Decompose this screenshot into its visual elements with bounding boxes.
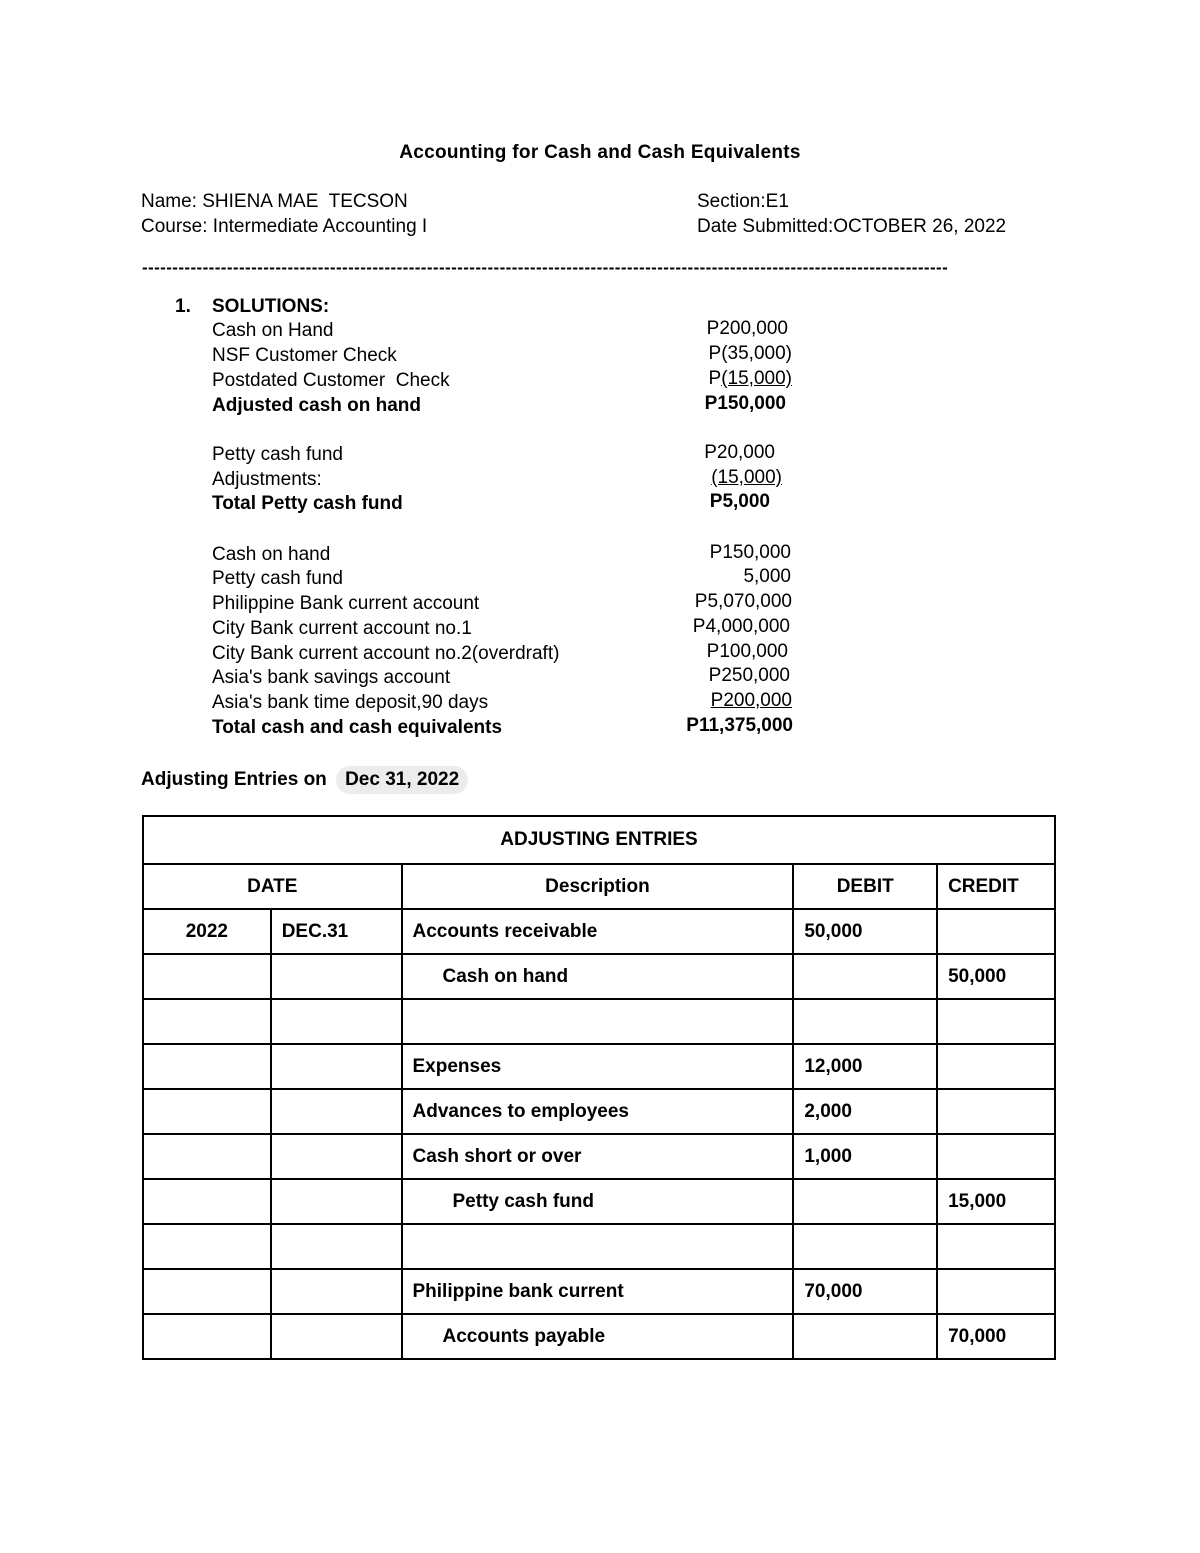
cell-year bbox=[143, 1269, 271, 1314]
table-row bbox=[143, 909, 1055, 954]
line-amount: P4,000,000 bbox=[692, 616, 790, 637]
cell-description-text: Accounts payable bbox=[442, 1325, 606, 1347]
cell-description bbox=[402, 999, 794, 1044]
solutions-number: 1. bbox=[175, 296, 191, 317]
cell-description-text: Cash on hand bbox=[442, 965, 569, 987]
course: Course: Intermediate Accounting I bbox=[141, 216, 428, 237]
cell-day bbox=[271, 1269, 402, 1314]
cell-credit: 15,000 bbox=[937, 1179, 1055, 1224]
cell-description bbox=[402, 1179, 794, 1224]
line-label: Postdated Customer Check bbox=[212, 370, 450, 391]
table-caption: ADJUSTING ENTRIES bbox=[143, 816, 1055, 864]
cell-description: Expenses bbox=[402, 1044, 794, 1089]
separator-line: ------------------------------------------------------------------------------------------------------------------------------------- bbox=[142, 258, 949, 274]
line-label: Adjustments: bbox=[212, 469, 322, 490]
line-amount: P20,000 bbox=[704, 442, 775, 463]
line-label: City Bank current account no.1 bbox=[212, 618, 472, 639]
line-label: Philippine Bank current account bbox=[212, 593, 480, 614]
line-amount: P250,000 bbox=[708, 665, 790, 686]
cell-day bbox=[271, 1224, 402, 1269]
document-title: Accounting for Cash and Cash Equivalents bbox=[399, 142, 801, 163]
table-row bbox=[143, 1224, 1055, 1269]
adjusting-heading-text: Adjusting Entries on bbox=[141, 769, 327, 790]
line-label: Petty cash fund bbox=[212, 444, 343, 465]
cell-day bbox=[271, 1179, 402, 1224]
cell-credit bbox=[937, 1269, 1055, 1314]
cell-year bbox=[143, 1314, 271, 1359]
cell-year: 2022 bbox=[143, 909, 271, 954]
cell-credit bbox=[937, 1044, 1055, 1089]
line-amount: P5,070,000 bbox=[694, 591, 792, 612]
cell-debit bbox=[793, 999, 937, 1044]
cell-year bbox=[143, 1224, 271, 1269]
cell-year bbox=[143, 1179, 271, 1224]
line-label: Petty cash fund bbox=[212, 568, 343, 589]
cell-debit: 70,000 bbox=[793, 1269, 937, 1314]
cell-description: Philippine bank current bbox=[402, 1269, 794, 1314]
column-header-description: Description bbox=[402, 864, 794, 909]
cell-description bbox=[402, 1314, 794, 1359]
cell-day bbox=[271, 999, 402, 1044]
line-label: NSF Customer Check bbox=[212, 345, 397, 366]
line-label: Cash on hand bbox=[212, 544, 331, 565]
table-row bbox=[143, 954, 1055, 999]
cell-debit bbox=[793, 954, 937, 999]
cell-day bbox=[271, 1044, 402, 1089]
line-amount-total: P11,375,000 bbox=[686, 715, 793, 736]
cell-description: Cash short or over bbox=[402, 1134, 794, 1179]
line-amount bbox=[640, 467, 782, 489]
table-row bbox=[143, 1134, 1055, 1179]
cell-day: DEC.31 bbox=[271, 909, 402, 954]
date-chip[interactable]: Dec 31, 2022 bbox=[336, 766, 468, 794]
line-amount: P200,000 bbox=[706, 318, 788, 339]
cell-debit bbox=[793, 1224, 937, 1269]
cell-description bbox=[402, 1224, 794, 1269]
date-submitted: Date Submitted:OCTOBER 26, 2022 bbox=[697, 216, 1007, 237]
amount-underlined: P200,000 bbox=[710, 690, 792, 711]
line-label-total: Adjusted cash on hand bbox=[212, 395, 422, 416]
cell-day bbox=[271, 954, 402, 999]
cell-debit: 1,000 bbox=[793, 1134, 937, 1179]
line-amount-total: P5,000 bbox=[709, 491, 770, 512]
cell-day bbox=[271, 1134, 402, 1179]
cell-credit bbox=[937, 999, 1055, 1044]
line-amount: P100,000 bbox=[706, 641, 788, 662]
section: Section:E1 bbox=[697, 191, 789, 212]
cell-year bbox=[143, 1134, 271, 1179]
line-amount bbox=[640, 368, 792, 390]
table-row bbox=[143, 1179, 1055, 1224]
column-header-debit: DEBIT bbox=[793, 864, 937, 909]
adjusting-entries-table bbox=[142, 815, 1056, 1360]
table-row bbox=[143, 1089, 1055, 1134]
table-row bbox=[143, 999, 1055, 1044]
cell-credit: 50,000 bbox=[937, 954, 1055, 999]
cell-debit bbox=[793, 1179, 937, 1224]
cell-description: Advances to employees bbox=[402, 1089, 794, 1134]
table-row bbox=[143, 1044, 1055, 1089]
cell-credit bbox=[937, 909, 1055, 954]
solutions-heading: SOLUTIONS: bbox=[212, 296, 330, 317]
adjusting-heading bbox=[141, 766, 468, 794]
line-label: Cash on Hand bbox=[212, 320, 334, 341]
column-header-date: DATE bbox=[143, 864, 402, 909]
line-amount: P(35,000) bbox=[708, 343, 792, 364]
line-label-total: Total Petty cash fund bbox=[212, 493, 403, 514]
line-amount-total: P150,000 bbox=[704, 393, 786, 414]
line-amount: P150,000 bbox=[709, 542, 791, 563]
cell-debit: 2,000 bbox=[793, 1089, 937, 1134]
line-label-total: Total cash and cash equivalents bbox=[212, 717, 503, 738]
student-name: Name: SHIENA MAE TECSON bbox=[141, 191, 408, 212]
cell-year bbox=[143, 954, 271, 999]
cell-debit: 50,000 bbox=[793, 909, 937, 954]
cell-credit bbox=[937, 1224, 1055, 1269]
cell-credit: 70,000 bbox=[937, 1314, 1055, 1359]
cell-debit: 12,000 bbox=[793, 1044, 937, 1089]
cell-credit bbox=[937, 1089, 1055, 1134]
line-label: City Bank current account no.2(overdraft) bbox=[212, 643, 560, 664]
cell-description-text: Petty cash fund bbox=[452, 1190, 594, 1212]
amount-underlined: (15,000) bbox=[711, 467, 782, 488]
cell-description: Accounts receivable bbox=[402, 909, 794, 954]
table-row bbox=[143, 1269, 1055, 1314]
cell-debit bbox=[793, 1314, 937, 1359]
amount-prefix: P bbox=[708, 368, 722, 389]
amount-underlined: (15,000) bbox=[721, 368, 792, 389]
line-amount bbox=[640, 690, 792, 712]
cell-year bbox=[143, 999, 271, 1044]
line-label: Asia's bank savings account bbox=[212, 667, 451, 688]
cell-credit bbox=[937, 1134, 1055, 1179]
table-row bbox=[143, 1314, 1055, 1359]
cell-day bbox=[271, 1089, 402, 1134]
cell-year bbox=[143, 1044, 271, 1089]
cell-description bbox=[402, 954, 794, 999]
cell-year bbox=[143, 1089, 271, 1134]
cell-day bbox=[271, 1314, 402, 1359]
line-amount: 5,000 bbox=[743, 566, 791, 587]
column-header-credit: CREDIT bbox=[937, 864, 1055, 909]
line-label: Asia's bank time deposit,90 days bbox=[212, 692, 489, 713]
